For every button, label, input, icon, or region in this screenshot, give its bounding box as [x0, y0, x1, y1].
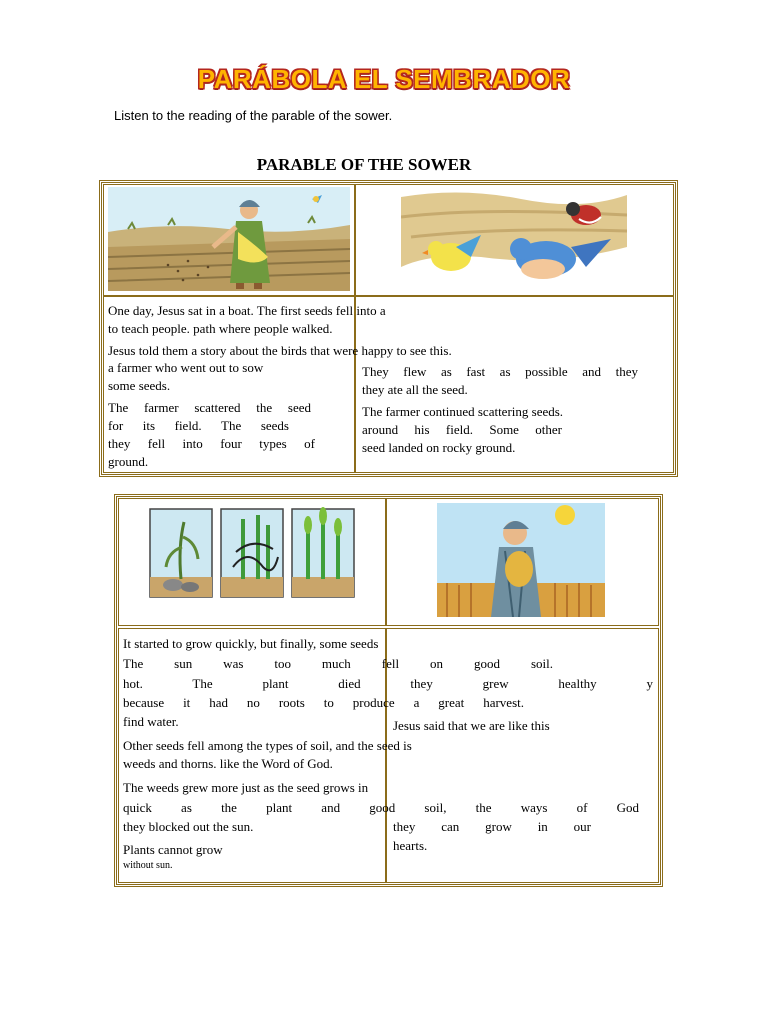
panel-2-line: they blocked out the sun.: [123, 819, 254, 834]
panel-1-line: One day, Jesus sat in a boat. The first seeds fell into a: [108, 303, 386, 318]
panel-1-line: a farmer who went out to sow: [108, 360, 264, 375]
panel-2-line: because it had no roots to produce a great harvest.: [123, 695, 524, 710]
panel-2-right-line: Jesus said that we are like this: [393, 718, 550, 733]
panel-1-line: ground.: [108, 454, 149, 469]
page-title: PARÁBOLA EL SEMBRADOR: [197, 64, 571, 94]
panel-2-line: weeds and thorns. like the Word of God.: [123, 756, 333, 771]
panel-1-line: Jesus told them a story about the birds that were happy to see this.: [108, 343, 452, 358]
harvest-illustration: [437, 503, 605, 617]
sower-illustration: [108, 187, 350, 291]
panel-2-line: The weeds grew more just as the seed grows in: [123, 780, 369, 795]
panel-2-right-line: they can grow in our: [393, 819, 591, 834]
panel-1-line: for its field. The seeds: [108, 418, 289, 433]
panel-1-right-line: The farmer continued scattering seeds.: [362, 404, 564, 419]
birds-illustration: [401, 187, 627, 291]
panel-2-line: find water.: [123, 714, 179, 729]
section-subtitle: PARABLE OF THE SOWER: [256, 155, 472, 174]
panel-2-line: The sun was too much fell on good soil.: [123, 656, 553, 671]
panel-1-line: some seeds.: [108, 378, 171, 393]
panel-2-right-line: hearts.: [393, 838, 428, 853]
panel-2-line: It started to grow quickly, but finally, some seeds: [123, 636, 379, 651]
panel-1-line: they fell into four types of: [108, 436, 315, 451]
panel-1-line: to teach people. path where people walked.: [108, 321, 333, 336]
panel-1-line: The farmer scattered the seed: [108, 400, 311, 415]
panel-1-right-line: they ate all the seed.: [362, 382, 468, 397]
panel-2-line: quick as the plant and good soil, the ways of God: [123, 800, 639, 815]
instruction-text: Listen to the reading of the parable of the sower.: [114, 108, 393, 123]
panel-1-right-line: seed landed on rocky ground.: [362, 440, 516, 455]
plants-growth-illustration: [148, 507, 356, 600]
panel-2-line: Other seeds fell among the types of soil, and the seed is: [123, 738, 412, 753]
panel-2-line: Plants cannot grow: [123, 842, 223, 857]
panel-1-right-line: around his field. Some other: [362, 422, 562, 437]
panel-2-line: hot. The plant died they grew healthy y: [123, 676, 653, 691]
panel-2-line-small: without sun.: [123, 860, 173, 871]
panel-1-right-line: They flew as fast as possible and they: [362, 364, 638, 379]
